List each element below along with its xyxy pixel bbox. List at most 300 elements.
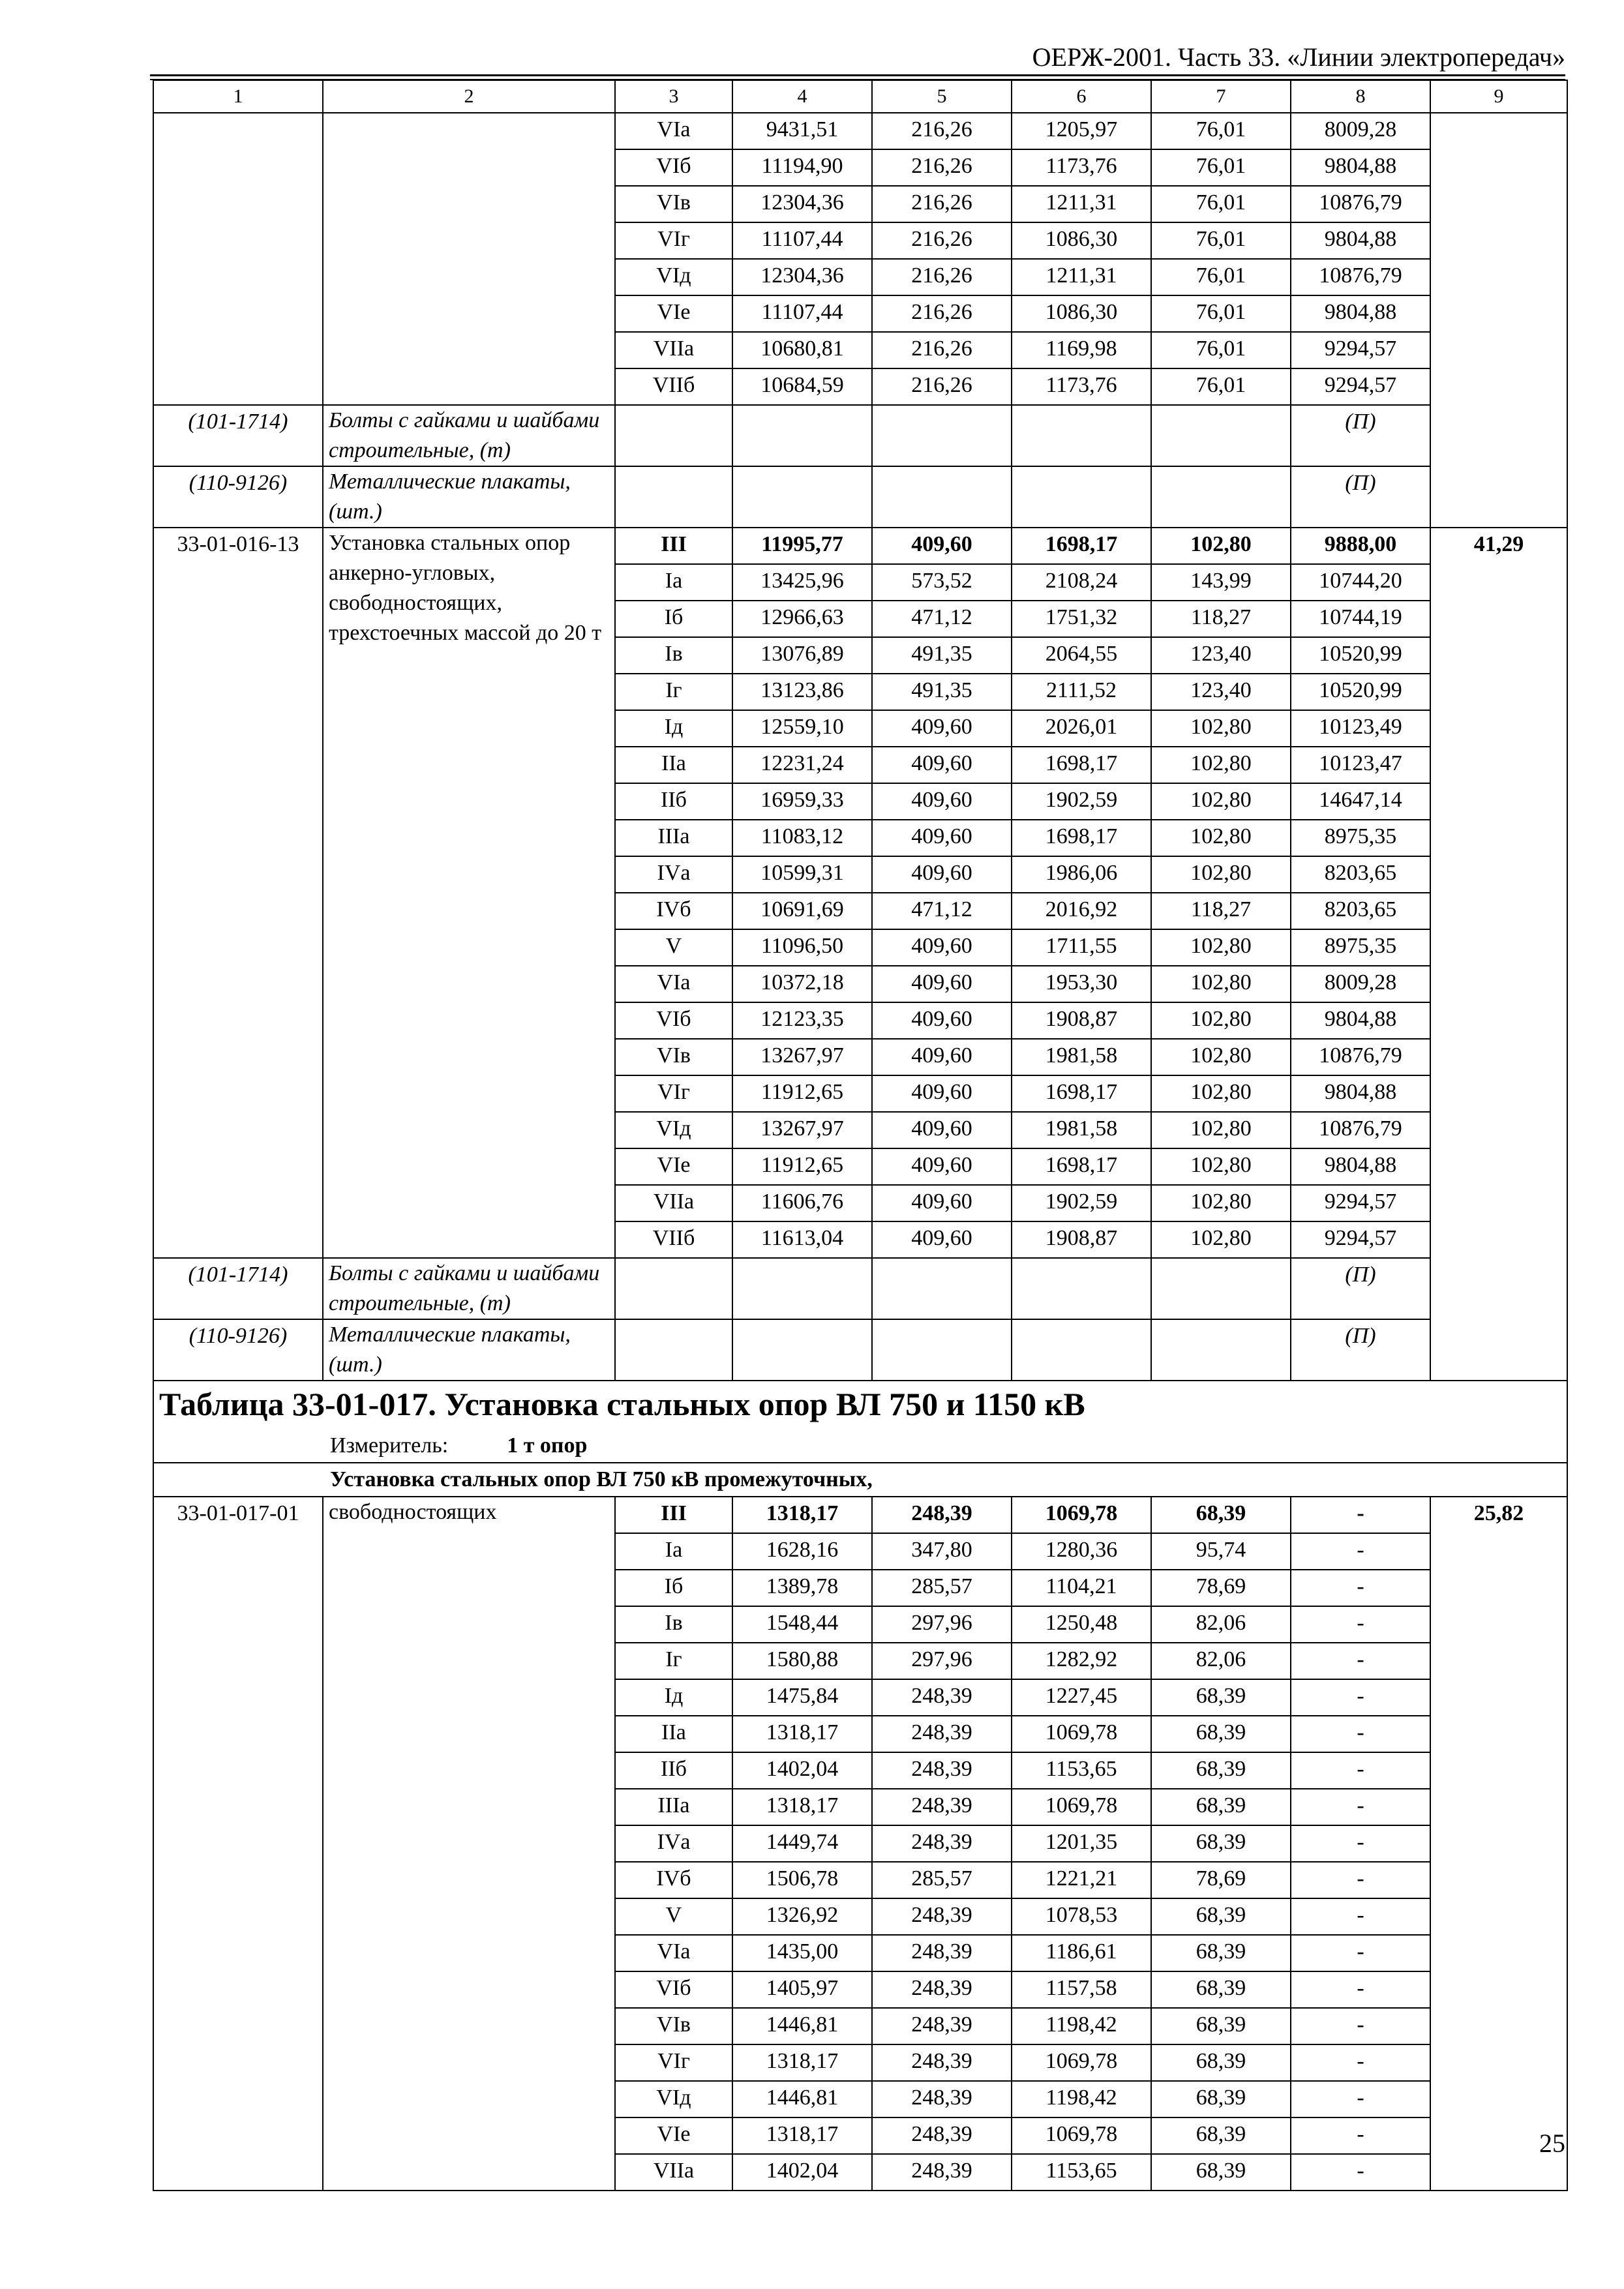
empty-cell bbox=[615, 405, 732, 466]
rate-value: 1751,32 bbox=[1012, 601, 1151, 637]
rate-value: 123,40 bbox=[1151, 674, 1291, 710]
rate-value: 102,80 bbox=[1151, 1112, 1291, 1148]
rate-value: 1711,55 bbox=[1012, 929, 1151, 966]
rate-value: 1435,00 bbox=[732, 1935, 872, 1971]
rate-value: 102,80 bbox=[1151, 856, 1291, 893]
resource-code: (110-9126) bbox=[153, 1319, 323, 1381]
col9-value: 41,29 bbox=[1430, 528, 1567, 1381]
resource-value: (П) bbox=[1291, 1319, 1430, 1381]
rate-value: 9294,57 bbox=[1291, 332, 1430, 368]
rate-value: 1153,65 bbox=[1012, 1752, 1151, 1789]
rate-value: - bbox=[1291, 1789, 1430, 1825]
rate-value: 8009,28 bbox=[1291, 966, 1430, 1002]
rate-value: 95,74 bbox=[1151, 1533, 1291, 1570]
rate-value: 10684,59 bbox=[732, 368, 872, 405]
rate-value: 216,26 bbox=[872, 368, 1012, 405]
rate-value: 409,60 bbox=[872, 528, 1012, 564]
rate-value: - bbox=[1291, 1679, 1430, 1716]
rate-value: 9804,88 bbox=[1291, 222, 1430, 259]
rate-value: 1086,30 bbox=[1012, 295, 1151, 332]
col9-value: 25,82 bbox=[1430, 1497, 1567, 2191]
rate-value: 11613,04 bbox=[732, 1221, 872, 1258]
rate-value: 1698,17 bbox=[1012, 528, 1151, 564]
rate-value: 68,39 bbox=[1151, 2117, 1291, 2154]
zone-code: VIIа bbox=[615, 2154, 732, 2191]
rate-value: 76,01 bbox=[1151, 332, 1291, 368]
rate-value: 1986,06 bbox=[1012, 856, 1151, 893]
measure-cell bbox=[153, 1429, 1567, 1463]
rate-value: 11912,65 bbox=[732, 1075, 872, 1112]
empty-cell bbox=[872, 466, 1012, 528]
rate-value: 1069,78 bbox=[1012, 1789, 1151, 1825]
rate-value: 9294,57 bbox=[1291, 1221, 1430, 1258]
zone-code: VIа bbox=[615, 1935, 732, 1971]
rate-value: 491,35 bbox=[872, 637, 1012, 674]
zone-code: VIе bbox=[615, 295, 732, 332]
empty-cell bbox=[1151, 466, 1291, 528]
rate-value: 12966,63 bbox=[732, 601, 872, 637]
rate-value: 216,26 bbox=[872, 259, 1012, 295]
rate-value: 1173,76 bbox=[1012, 368, 1151, 405]
rate-value: 1405,97 bbox=[732, 1971, 872, 2008]
rate-value: 248,39 bbox=[872, 1825, 1012, 1862]
col9-value bbox=[1430, 113, 1567, 528]
rate-value: 11606,76 bbox=[732, 1185, 872, 1221]
rate-value: 10680,81 bbox=[732, 332, 872, 368]
resource-code: (110-9126) bbox=[153, 466, 323, 528]
rate-value: 248,39 bbox=[872, 2117, 1012, 2154]
rate-value: 10599,31 bbox=[732, 856, 872, 893]
empty-cell bbox=[615, 466, 732, 528]
rate-value: 1698,17 bbox=[1012, 820, 1151, 856]
rate-value: - bbox=[1291, 1643, 1430, 1679]
rate-value: 1698,17 bbox=[1012, 1075, 1151, 1112]
rate-value: 248,39 bbox=[872, 1789, 1012, 1825]
rate-value: 248,39 bbox=[872, 2154, 1012, 2191]
rate-value: 573,52 bbox=[872, 564, 1012, 601]
table-row bbox=[153, 113, 1567, 149]
rate-value: 10744,20 bbox=[1291, 564, 1430, 601]
rate-value: - bbox=[1291, 2117, 1430, 2154]
column-number: 2 bbox=[323, 80, 615, 113]
resource-name: Болты с гайками и шайбами строительные, (т) bbox=[323, 405, 615, 466]
rate-value: 471,12 bbox=[872, 601, 1012, 637]
zone-code: IIб bbox=[615, 783, 732, 820]
rate-value: 102,80 bbox=[1151, 1221, 1291, 1258]
rate-value: 1698,17 bbox=[1012, 747, 1151, 783]
rate-value: 76,01 bbox=[1151, 368, 1291, 405]
rate-value: 102,80 bbox=[1151, 528, 1291, 564]
rate-value: 216,26 bbox=[872, 186, 1012, 222]
rate-value: 11194,90 bbox=[732, 149, 872, 186]
zone-code: Iг bbox=[615, 1643, 732, 1679]
rate-value: 409,60 bbox=[872, 1112, 1012, 1148]
empty-cell bbox=[732, 466, 872, 528]
empty-cell bbox=[732, 1258, 872, 1319]
zone-code: VIв bbox=[615, 2008, 732, 2044]
empty-cell bbox=[1012, 1258, 1151, 1319]
rate-value: - bbox=[1291, 2081, 1430, 2117]
rate-value: 1402,04 bbox=[732, 1752, 872, 1789]
column-number: 8 bbox=[1291, 80, 1430, 113]
rate-value: 102,80 bbox=[1151, 1148, 1291, 1185]
table-title: Таблица 33-01-017. Установка стальных опор ВЛ 750 и 1150 кВ bbox=[153, 1381, 1567, 1429]
rate-value: 102,80 bbox=[1151, 1075, 1291, 1112]
empty-cell bbox=[615, 1319, 732, 1381]
zone-code: VIд bbox=[615, 259, 732, 295]
rate-value: 1475,84 bbox=[732, 1679, 872, 1716]
rate-value: 13076,89 bbox=[732, 637, 872, 674]
rate-value: 9431,51 bbox=[732, 113, 872, 149]
rate-value: 1250,48 bbox=[1012, 1606, 1151, 1643]
rate-value: 248,39 bbox=[872, 1679, 1012, 1716]
item-code bbox=[153, 113, 323, 405]
rate-value: 12123,35 bbox=[732, 1002, 872, 1039]
rate-value: 297,96 bbox=[872, 1606, 1012, 1643]
rate-value: - bbox=[1291, 1533, 1430, 1570]
rate-value: 1069,78 bbox=[1012, 2117, 1151, 2154]
rate-value: 68,39 bbox=[1151, 2154, 1291, 2191]
rate-value: 9804,88 bbox=[1291, 1148, 1430, 1185]
page-number: 25 bbox=[1539, 2129, 1565, 2158]
rate-value: 1908,87 bbox=[1012, 1221, 1151, 1258]
rate-value: 1953,30 bbox=[1012, 966, 1151, 1002]
rate-value: 1981,58 bbox=[1012, 1039, 1151, 1075]
resource-value: (П) bbox=[1291, 1258, 1430, 1319]
rate-value: 1086,30 bbox=[1012, 222, 1151, 259]
rate-value: 1157,58 bbox=[1012, 1971, 1151, 2008]
zone-code: V bbox=[615, 929, 732, 966]
rate-value: 2016,92 bbox=[1012, 893, 1151, 929]
rate-value: 248,39 bbox=[872, 2008, 1012, 2044]
rate-value: - bbox=[1291, 2154, 1430, 2191]
zone-code: IIб bbox=[615, 1752, 732, 1789]
measure-label: Измеритель: bbox=[330, 1433, 449, 1458]
zone-code: III bbox=[615, 1497, 732, 1533]
rate-value: 1446,81 bbox=[732, 2081, 872, 2117]
rate-value: 9804,88 bbox=[1291, 1075, 1430, 1112]
rate-value: 102,80 bbox=[1151, 929, 1291, 966]
rate-value: 1318,17 bbox=[732, 1716, 872, 1752]
column-number: 7 bbox=[1151, 80, 1291, 113]
rate-value: 1186,61 bbox=[1012, 1935, 1151, 1971]
rate-value: 11083,12 bbox=[732, 820, 872, 856]
rate-value: 118,27 bbox=[1151, 893, 1291, 929]
rate-value: 409,60 bbox=[872, 747, 1012, 783]
zone-code: Iб bbox=[615, 1570, 732, 1606]
rate-value: 1580,88 bbox=[732, 1643, 872, 1679]
rate-value: 216,26 bbox=[872, 222, 1012, 259]
rate-value: 1069,78 bbox=[1012, 1716, 1151, 1752]
rate-value: 216,26 bbox=[872, 295, 1012, 332]
zone-code: Iд bbox=[615, 1679, 732, 1716]
rate-value: 1078,53 bbox=[1012, 1898, 1151, 1935]
column-number: 3 bbox=[615, 80, 732, 113]
rate-value: 68,39 bbox=[1151, 2044, 1291, 2081]
resource-value: (П) bbox=[1291, 405, 1430, 466]
empty-cell bbox=[732, 1319, 872, 1381]
rate-value: 10691,69 bbox=[732, 893, 872, 929]
rate-value: 409,60 bbox=[872, 1185, 1012, 1221]
zone-code: V bbox=[615, 1898, 732, 1935]
rate-value: 1169,98 bbox=[1012, 332, 1151, 368]
rate-value: 2108,24 bbox=[1012, 564, 1151, 601]
rate-value: 12559,10 bbox=[732, 710, 872, 747]
rate-value: - bbox=[1291, 1825, 1430, 1862]
rate-value: 9294,57 bbox=[1291, 1185, 1430, 1221]
column-number: 1 bbox=[153, 80, 323, 113]
item-code: 33-01-016-13 bbox=[153, 528, 323, 1258]
rate-value: 471,12 bbox=[872, 893, 1012, 929]
empty-cell bbox=[1012, 405, 1151, 466]
rate-value: 1698,17 bbox=[1012, 1148, 1151, 1185]
rate-value: 1104,21 bbox=[1012, 1570, 1151, 1606]
rate-value: 1198,42 bbox=[1012, 2008, 1151, 2044]
rate-value: 409,60 bbox=[872, 1148, 1012, 1185]
rate-value: 12304,36 bbox=[732, 259, 872, 295]
rate-value: 409,60 bbox=[872, 1221, 1012, 1258]
rate-value: 1280,36 bbox=[1012, 1533, 1151, 1570]
rate-value: - bbox=[1291, 1570, 1430, 1606]
rate-value: 9294,57 bbox=[1291, 368, 1430, 405]
empty-cell bbox=[872, 1319, 1012, 1381]
rate-value: 82,06 bbox=[1151, 1643, 1291, 1679]
rate-value: 1221,21 bbox=[1012, 1862, 1151, 1898]
rate-value: 409,60 bbox=[872, 1002, 1012, 1039]
subtitle-row bbox=[153, 1463, 1567, 1497]
rate-value: 409,60 bbox=[872, 966, 1012, 1002]
rate-value: - bbox=[1291, 1862, 1430, 1898]
rate-value: - bbox=[1291, 2008, 1430, 2044]
rate-value: 78,69 bbox=[1151, 1862, 1291, 1898]
rate-value: 118,27 bbox=[1151, 601, 1291, 637]
rate-value: 409,60 bbox=[872, 710, 1012, 747]
empty-cell bbox=[1151, 1258, 1291, 1319]
zone-code: IIIа bbox=[615, 1789, 732, 1825]
rate-value: - bbox=[1291, 1716, 1430, 1752]
zone-code: VIд bbox=[615, 1112, 732, 1148]
rate-value: 102,80 bbox=[1151, 966, 1291, 1002]
rate-value: 10520,99 bbox=[1291, 637, 1430, 674]
rate-value: 1069,78 bbox=[1012, 1497, 1151, 1533]
rate-value: 68,39 bbox=[1151, 1825, 1291, 1862]
rate-value: 1908,87 bbox=[1012, 1002, 1151, 1039]
zone-code: IVб bbox=[615, 1862, 732, 1898]
rate-value: 76,01 bbox=[1151, 149, 1291, 186]
rate-value: 13267,97 bbox=[732, 1039, 872, 1075]
rate-value: 14647,14 bbox=[1291, 783, 1430, 820]
zone-code: VIIб bbox=[615, 368, 732, 405]
rate-value: 248,39 bbox=[872, 2081, 1012, 2117]
rate-value: 76,01 bbox=[1151, 222, 1291, 259]
resource-name: Металлические плакаты, (шт.) bbox=[323, 466, 615, 528]
rate-value: 216,26 bbox=[872, 113, 1012, 149]
rate-value: 8009,28 bbox=[1291, 113, 1430, 149]
rate-value: 10520,99 bbox=[1291, 674, 1430, 710]
zone-code: VIIа bbox=[615, 1185, 732, 1221]
rate-value: 1389,78 bbox=[732, 1570, 872, 1606]
rate-value: 297,96 bbox=[872, 1643, 1012, 1679]
empty-cell bbox=[872, 1258, 1012, 1319]
table-title-row bbox=[153, 1381, 1567, 1429]
rate-value: 76,01 bbox=[1151, 113, 1291, 149]
rate-value: 347,80 bbox=[872, 1533, 1012, 1570]
rate-value: 16959,33 bbox=[732, 783, 872, 820]
zone-code: Iг bbox=[615, 674, 732, 710]
zone-code: IVб bbox=[615, 893, 732, 929]
rate-value: 409,60 bbox=[872, 929, 1012, 966]
rate-value: 102,80 bbox=[1151, 710, 1291, 747]
rate-value: 285,57 bbox=[872, 1862, 1012, 1898]
rate-value: 10876,79 bbox=[1291, 1112, 1430, 1148]
zone-code: IVа bbox=[615, 1825, 732, 1862]
rate-value: 1506,78 bbox=[732, 1862, 872, 1898]
rate-value: 248,39 bbox=[872, 1971, 1012, 2008]
rates-table-body bbox=[153, 80, 1567, 2191]
zone-code: Iа bbox=[615, 1533, 732, 1570]
empty-cell bbox=[615, 1258, 732, 1319]
rate-value: 68,39 bbox=[1151, 1898, 1291, 1935]
rate-value: 1227,45 bbox=[1012, 1679, 1151, 1716]
rate-value: 8975,35 bbox=[1291, 820, 1430, 856]
resource-code: (101-1714) bbox=[153, 1258, 323, 1319]
zone-code: IIа bbox=[615, 747, 732, 783]
rate-value: - bbox=[1291, 2044, 1430, 2081]
rate-value: - bbox=[1291, 1497, 1430, 1533]
zone-code: Iв bbox=[615, 637, 732, 674]
rate-value: 76,01 bbox=[1151, 186, 1291, 222]
zone-code: VIб bbox=[615, 149, 732, 186]
rate-value: 216,26 bbox=[872, 332, 1012, 368]
rate-value: 68,39 bbox=[1151, 1935, 1291, 1971]
measure-row bbox=[153, 1429, 1567, 1463]
empty-cell bbox=[1012, 1319, 1151, 1381]
rate-value: 11107,44 bbox=[732, 222, 872, 259]
column-number: 5 bbox=[872, 80, 1012, 113]
section-subtitle: Установка стальных опор ВЛ 750 кВ промежуточных, bbox=[153, 1463, 1567, 1497]
rate-value: 1326,92 bbox=[732, 1898, 872, 1935]
column-number: 9 bbox=[1430, 80, 1567, 113]
rate-value: 1318,17 bbox=[732, 1789, 872, 1825]
zone-code: VIг bbox=[615, 222, 732, 259]
rate-value: 285,57 bbox=[872, 1570, 1012, 1606]
rate-value: 1402,04 bbox=[732, 2154, 872, 2191]
rate-value: 248,39 bbox=[872, 1716, 1012, 1752]
rate-value: 13267,97 bbox=[732, 1112, 872, 1148]
rate-value: 9804,88 bbox=[1291, 295, 1430, 332]
rate-value: 102,80 bbox=[1151, 747, 1291, 783]
resource-note-row bbox=[153, 1319, 1567, 1381]
rate-value: 1201,35 bbox=[1012, 1825, 1151, 1862]
rate-value: 102,80 bbox=[1151, 820, 1291, 856]
rate-value: 82,06 bbox=[1151, 1606, 1291, 1643]
rate-value: 12231,24 bbox=[732, 747, 872, 783]
resource-name: Болты с гайками и шайбами строительные, (т) bbox=[323, 1258, 615, 1319]
rate-value: 76,01 bbox=[1151, 259, 1291, 295]
rate-value: 2111,52 bbox=[1012, 674, 1151, 710]
rate-value: 1628,16 bbox=[732, 1533, 872, 1570]
rate-value: 143,99 bbox=[1151, 564, 1291, 601]
zone-code: VIе bbox=[615, 1148, 732, 1185]
rate-value: 248,39 bbox=[872, 1752, 1012, 1789]
rate-value: 1981,58 bbox=[1012, 1112, 1151, 1148]
rate-value: 10876,79 bbox=[1291, 259, 1430, 295]
resource-note-row bbox=[153, 405, 1567, 466]
rate-value: 1205,97 bbox=[1012, 113, 1151, 149]
empty-cell bbox=[1151, 405, 1291, 466]
empty-cell bbox=[1151, 1319, 1291, 1381]
zone-code: VIв bbox=[615, 186, 732, 222]
zone-code: VIд bbox=[615, 2081, 732, 2117]
resource-code: (101-1714) bbox=[153, 405, 323, 466]
rate-value: 10744,19 bbox=[1291, 601, 1430, 637]
rate-value: 248,39 bbox=[872, 1497, 1012, 1533]
rate-value: 1198,42 bbox=[1012, 2081, 1151, 2117]
zone-code: VIIб bbox=[615, 1221, 732, 1258]
rate-value: 102,80 bbox=[1151, 1002, 1291, 1039]
item-name: свободностоящих bbox=[323, 1497, 615, 2191]
header-title: ОЕРЖ-2001. Часть 33. «Линии электропередач» bbox=[1032, 42, 1565, 72]
rate-value: 1318,17 bbox=[732, 2044, 872, 2081]
rate-value: 8975,35 bbox=[1291, 929, 1430, 966]
zone-code: VIб bbox=[615, 1002, 732, 1039]
rate-value: 1211,31 bbox=[1012, 259, 1151, 295]
rate-value: 11107,44 bbox=[732, 295, 872, 332]
rate-value: 248,39 bbox=[872, 1898, 1012, 1935]
rate-value: 68,39 bbox=[1151, 1716, 1291, 1752]
rate-value: 9804,88 bbox=[1291, 1002, 1430, 1039]
rate-value: 2064,55 bbox=[1012, 637, 1151, 674]
rate-value: 2026,01 bbox=[1012, 710, 1151, 747]
column-number: 6 bbox=[1012, 80, 1151, 113]
zone-code: IIIа bbox=[615, 820, 732, 856]
zone-code: VIг bbox=[615, 1075, 732, 1112]
rate-value: 1318,17 bbox=[732, 2117, 872, 2154]
measure-value: 1 т опор bbox=[507, 1433, 588, 1458]
rate-value: 78,69 bbox=[1151, 1570, 1291, 1606]
zone-code: VIб bbox=[615, 1971, 732, 2008]
table-row bbox=[153, 1497, 1567, 1533]
rate-value: 10876,79 bbox=[1291, 186, 1430, 222]
item-code: 33-01-017-01 bbox=[153, 1497, 323, 2191]
rate-value: 68,39 bbox=[1151, 1752, 1291, 1789]
zone-code: Iа bbox=[615, 564, 732, 601]
rate-value: 1282,92 bbox=[1012, 1643, 1151, 1679]
zone-code: VIа bbox=[615, 966, 732, 1002]
rate-value: 409,60 bbox=[872, 1039, 1012, 1075]
zone-code: VIв bbox=[615, 1039, 732, 1075]
rates-table bbox=[153, 80, 1568, 2191]
zone-code: Iб bbox=[615, 601, 732, 637]
rate-value: 1318,17 bbox=[732, 1497, 872, 1533]
rate-value: - bbox=[1291, 1935, 1430, 1971]
empty-cell bbox=[872, 405, 1012, 466]
zone-code: VIе bbox=[615, 2117, 732, 2154]
rate-value: 1902,59 bbox=[1012, 783, 1151, 820]
rate-value: 409,60 bbox=[872, 820, 1012, 856]
column-number: 4 bbox=[732, 80, 872, 113]
rate-value: 68,39 bbox=[1151, 1679, 1291, 1716]
empty-cell bbox=[1012, 466, 1151, 528]
rate-value: 102,80 bbox=[1151, 1039, 1291, 1075]
rate-value: 13425,96 bbox=[732, 564, 872, 601]
rate-value: 13123,86 bbox=[732, 674, 872, 710]
table-row bbox=[153, 528, 1567, 564]
item-name: Установка стальных опор анкерно-угловых, свободностоящих, трехстоечных массой до 20 т bbox=[323, 528, 615, 1258]
rate-value: 409,60 bbox=[872, 856, 1012, 893]
rate-value: - bbox=[1291, 1752, 1430, 1789]
rate-value: 68,39 bbox=[1151, 1789, 1291, 1825]
